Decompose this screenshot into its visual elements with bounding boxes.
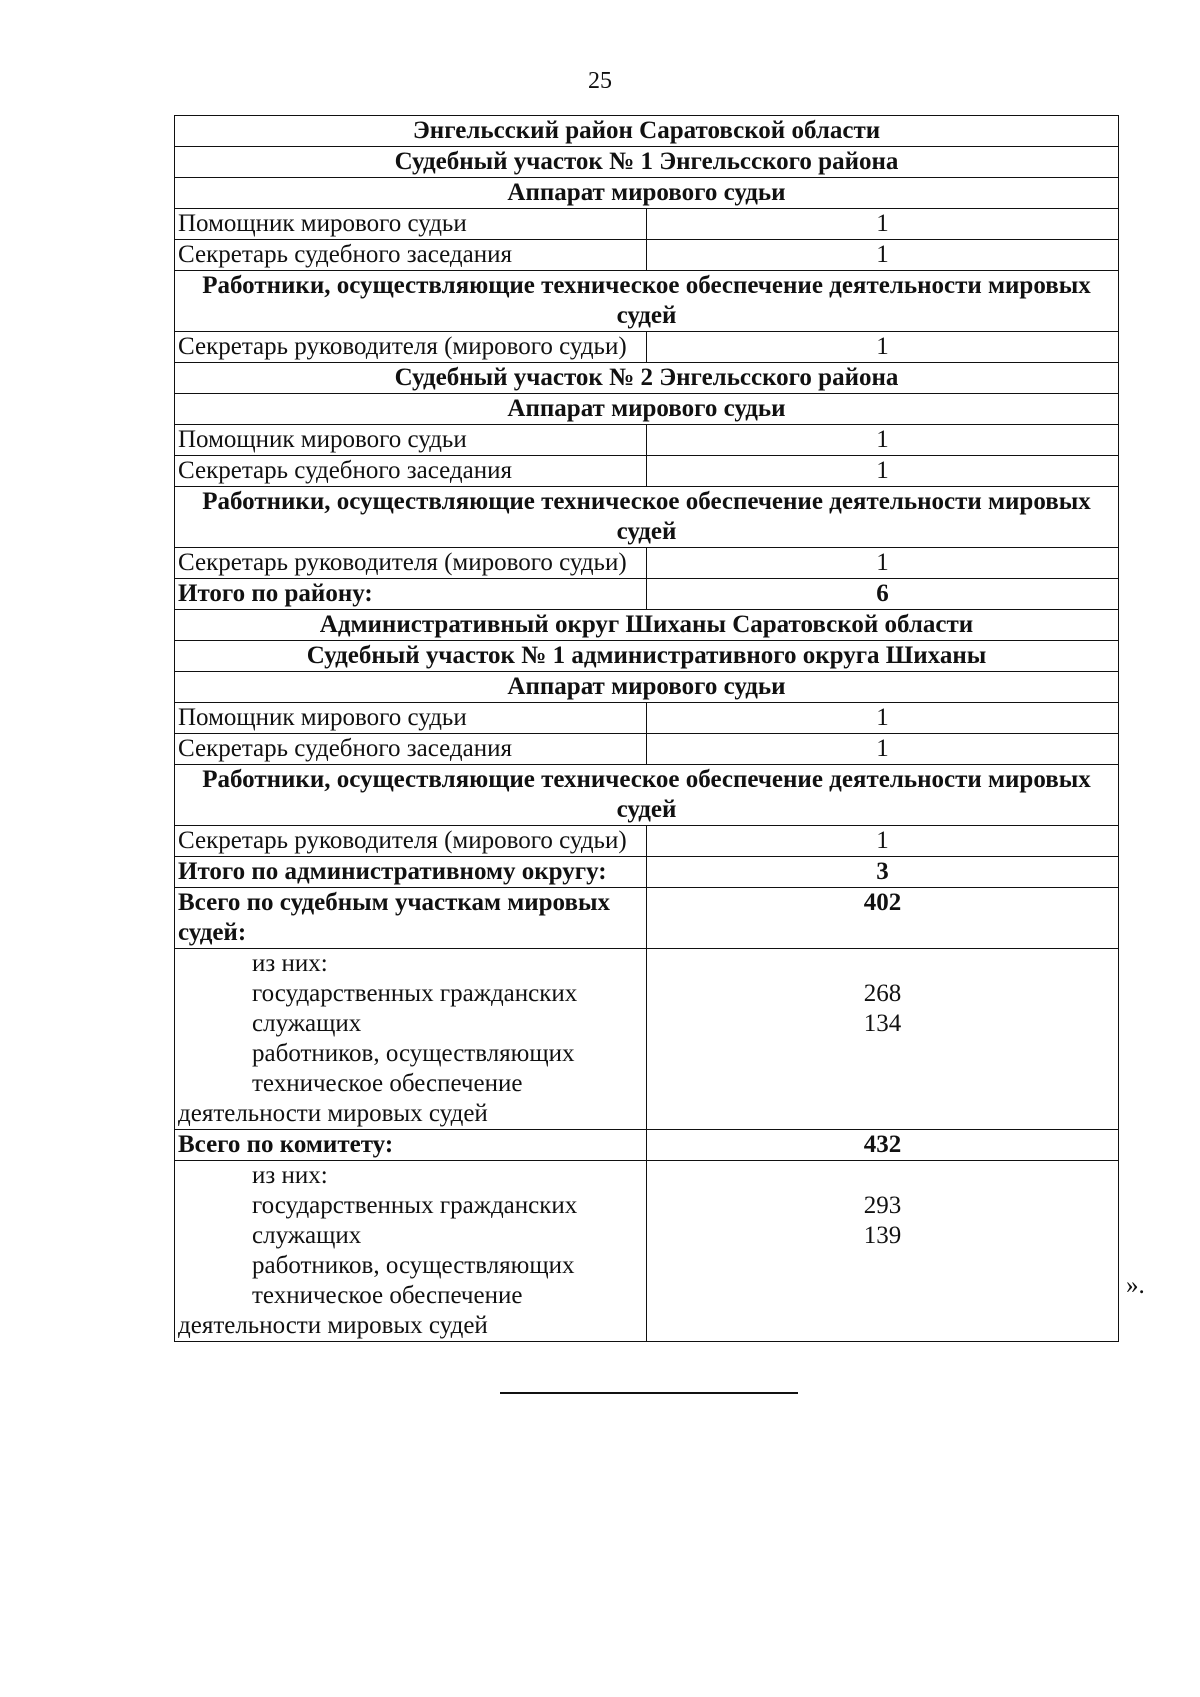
plot-header-row <box>175 147 1119 178</box>
plot-header-row <box>175 641 1119 672</box>
position-count: 1 <box>647 425 1119 456</box>
position-label: Секретарь руководителя (мирового судьи) <box>175 826 647 857</box>
total-value: 6 <box>647 579 1119 610</box>
table-row <box>175 548 1119 579</box>
position-count: 1 <box>647 332 1119 363</box>
position-label: Секретарь руководителя (мирового судьи) <box>175 332 647 363</box>
of-which-label: из них: <box>252 1162 328 1189</box>
position-label: Секретарь судебного заседания <box>175 734 647 765</box>
tech-workers-value: 139 <box>863 1222 902 1249</box>
breakdown-values <box>647 949 1119 1130</box>
table-row <box>175 826 1119 857</box>
position-count: 1 <box>647 456 1119 487</box>
workers-header-row <box>175 765 1119 826</box>
apparatus-header: Аппарат мирового судьи <box>175 672 1119 703</box>
workers-header: Работники, осуществляющие техническое обеспечение деятельности мировых судей <box>175 487 1119 548</box>
position-count: 1 <box>647 826 1119 857</box>
plot-header-row <box>175 363 1119 394</box>
apparatus-header-row <box>175 672 1119 703</box>
of-which-label: из них: <box>252 950 328 977</box>
position-label: Секретарь руководителя (мирового судьи) <box>175 548 647 579</box>
total-row <box>175 579 1119 610</box>
civil-servants-label: государственных гражданских служащих <box>252 980 578 1037</box>
grand-total-row <box>175 888 1119 949</box>
breakdown-labels <box>175 949 647 1130</box>
breakdown-row <box>175 1161 1119 1342</box>
position-count: 1 <box>647 734 1119 765</box>
total-label: Итого по району: <box>175 579 647 610</box>
civil-servants-value: 268 <box>863 980 902 1007</box>
committee-total-value: 432 <box>647 1130 1119 1161</box>
region-header-row <box>175 116 1119 147</box>
position-label: Помощник мирового судьи <box>175 209 647 240</box>
breakdown-values <box>647 1161 1119 1342</box>
total-label: Итого по административному округу: <box>175 857 647 888</box>
apparatus-header: Аппарат мирового судьи <box>175 394 1119 425</box>
apparatus-header-row <box>175 178 1119 209</box>
table-row <box>175 703 1119 734</box>
table-row <box>175 240 1119 271</box>
civil-servants-value: 293 <box>863 1192 902 1219</box>
committee-total-label: Всего по комитету: <box>175 1130 647 1161</box>
page-number: 25 <box>588 68 612 94</box>
divider-line <box>500 1392 798 1394</box>
tech-workers-label: работников, осуществляющих техническое обеспечение <box>252 1040 575 1097</box>
tech-workers-label-cont: деятельности мировых судей <box>178 1312 488 1339</box>
workers-header: Работники, осуществляющие техническое обеспечение деятельности мировых судей <box>175 765 1119 826</box>
region-header: Административный округ Шиханы Саратовской области <box>175 610 1119 641</box>
total-row <box>175 857 1119 888</box>
plot-header: Судебный участок № 1 административного округа Шиханы <box>175 641 1119 672</box>
grand-total-value: 402 <box>647 888 1119 949</box>
civil-servants-label: государственных гражданских служащих <box>252 1192 578 1249</box>
position-label: Помощник мирового судьи <box>175 425 647 456</box>
apparatus-header-row <box>175 394 1119 425</box>
table-row <box>175 209 1119 240</box>
plot-header: Судебный участок № 1 Энгельсского района <box>175 147 1119 178</box>
position-count: 1 <box>647 548 1119 579</box>
table-row <box>175 425 1119 456</box>
tech-workers-value: 134 <box>863 1010 902 1037</box>
tech-workers-label: работников, осуществляющих техническое обеспечение <box>252 1252 575 1309</box>
position-count: 1 <box>647 240 1119 271</box>
workers-header-row <box>175 487 1119 548</box>
tech-workers-label-cont: деятельности мировых судей <box>178 1100 488 1127</box>
table-row <box>175 734 1119 765</box>
total-value: 3 <box>647 857 1119 888</box>
position-count: 1 <box>647 703 1119 734</box>
committee-total-row <box>175 1130 1119 1161</box>
region-header: Энгельсский район Саратовской области <box>175 116 1119 147</box>
position-count: 1 <box>647 209 1119 240</box>
region-header-row <box>175 610 1119 641</box>
closing-quote: ». <box>1126 1272 1145 1299</box>
position-label: Секретарь судебного заседания <box>175 456 647 487</box>
breakdown-labels <box>175 1161 647 1342</box>
table-row <box>175 332 1119 363</box>
table-row <box>175 456 1119 487</box>
apparatus-header: Аппарат мирового судьи <box>175 178 1119 209</box>
workers-header: Работники, осуществляющие техническое обеспечение деятельности мировых судей <box>175 271 1119 332</box>
workers-header-row <box>175 271 1119 332</box>
position-label: Секретарь судебного заседания <box>175 240 647 271</box>
position-label: Помощник мирового судьи <box>175 703 647 734</box>
breakdown-row <box>175 949 1119 1130</box>
plot-header: Судебный участок № 2 Энгельсского района <box>175 363 1119 394</box>
grand-total-label: Всего по судебным участкам мировых судей: <box>175 888 647 949</box>
staffing-table <box>174 115 1119 1342</box>
